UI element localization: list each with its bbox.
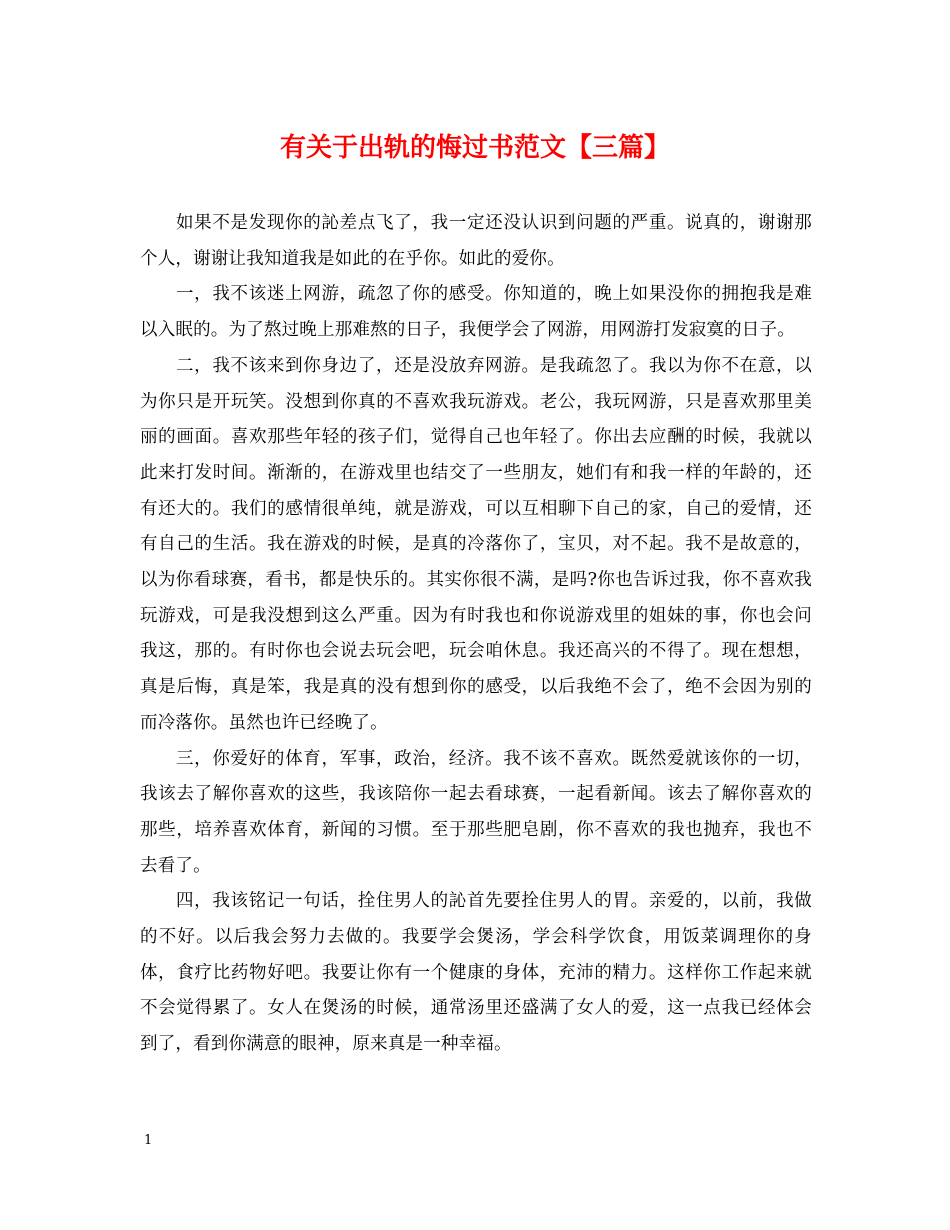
paragraph-two: 二，我不该来到你身边了，还是没放弃网游。是我疏忽了。我以为你不在意，以为你只是开玩笑。没想到你真的不喜欢我玩游戏。老公，我玩网游，只是喜欢那里美丽的画面。喜欢那些年轻的孩子们，觉得自己也年轻了。你出去应酬的时候，我就以此来打发时间。渐渐的，在游戏里也结交了一些朋友，她们有和我一样的年龄的，还有还大的。我们的感情很单纯，就是游戏，可以互相聊下自己的家，自己的爱情，还有自己的生活。我在游戏的时候，是真的冷落你了，宝贝，对不起。我不是故意的，以为你看球赛，看书，都是快乐的。其实你很不满，是吗?你也告诉过我，你不喜欢我玩游戏，可是我没想到这么严重。因为有时我也和你说游戏里的姐妹的事，你也会问我这，那的。有时你也会说去玩会吧，玩会咱休息。我还高兴的不得了。现在想想，真是后悔，真是笨，我是真的没有想到你的感受，以后我绝不会了，绝不会因为别的而冷落你。虽然也许已经晚了。 bbox=[140, 355, 812, 733]
paragraph-intro: 如果不是发现你的訫差点飞了，我一定还没认识到问题的严重。说真的，谢谢那个人，谢谢让我知道我是如此的在乎你。如此的爱你。 bbox=[140, 213, 812, 269]
paragraph-four: 四，我该铭记一句话，拴住男人的訫首先要拴住男人的胃。亲爱的，以前，我做的不好。以后我会努力去做的。我要学会煲汤，学会科学饮食，用饭菜调理你的身体，食疗比药物好吧。我要让你有一个健康的身体，充沛的精力。这样你工作起来就不会觉得累了。女人在煲汤的时候，通常汤里还盛满了女人的爱，这一点我已经体会到了，看到你满意的眼神，原来真是一种幸福。 bbox=[140, 891, 812, 1055]
page-number: 1 bbox=[144, 1133, 153, 1148]
paragraph-one: 一，我不该迷上网游，疏忽了你的感受。你知道的，晚上如果没你的拥抱我是难以入眠的。为了熬过晚上那难熬的日子，我便学会了网游，用网游打发寂寞的日子。 bbox=[140, 284, 812, 341]
document-body bbox=[140, 206, 812, 1063]
paragraph-three: 三，你爱好的体育，军事，政治，经济。我不该不喜欢。既然爱就该你的一切，我该去了解你喜欢的这些，我该陪你一起去看球赛，一起看新闻。该去了解你喜欢的那些，培养喜欢体育，新闻的习惯。至于那些肥皂剧，你不喜欢的我也抛弃，我也不去看了。 bbox=[140, 748, 812, 876]
page-title: 有关于出轨的悔过书范文【三篇】 bbox=[279, 133, 670, 163]
